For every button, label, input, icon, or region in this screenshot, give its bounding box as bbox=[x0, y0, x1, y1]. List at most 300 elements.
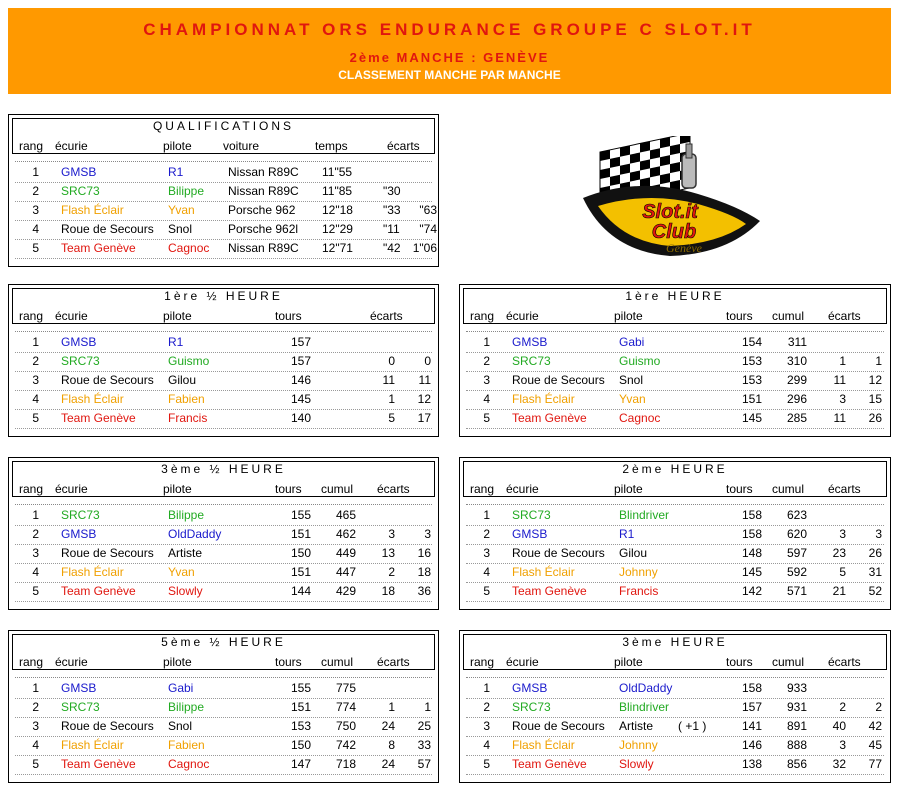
rank-cell: 2 bbox=[483, 527, 490, 541]
gap-cell: 24 bbox=[381, 719, 395, 733]
team-cell: GMSB bbox=[61, 335, 97, 349]
team-cell: SRC73 bbox=[61, 184, 100, 198]
rank-cell: 2 bbox=[32, 354, 39, 368]
cumul-cell: 296 bbox=[786, 392, 807, 406]
gap-cell: 23 bbox=[832, 546, 846, 560]
column-header: rang bbox=[19, 309, 44, 323]
laps-cell: 144 bbox=[290, 584, 311, 598]
rank-cell: 1 bbox=[32, 508, 39, 522]
row-divider bbox=[15, 601, 432, 602]
rank-cell: 1 bbox=[483, 335, 490, 349]
column-headers bbox=[13, 307, 434, 325]
column-header: écurie bbox=[506, 482, 539, 496]
panel-header-box bbox=[12, 118, 435, 154]
time-cell: 12"18 bbox=[322, 203, 353, 217]
column-header: rang bbox=[470, 655, 495, 669]
driver-cell: Artiste bbox=[168, 546, 203, 560]
laps-cell: 158 bbox=[741, 527, 762, 541]
laps-cell: 151 bbox=[741, 392, 762, 406]
title-banner bbox=[8, 8, 891, 94]
column-header: tours bbox=[726, 482, 753, 496]
column-header: écarts bbox=[828, 655, 861, 669]
table-row bbox=[466, 582, 884, 601]
team-cell: Team Genève bbox=[512, 584, 587, 598]
table-row bbox=[15, 333, 432, 352]
driver-cell: Snol bbox=[168, 719, 193, 733]
rank-cell: 4 bbox=[483, 738, 490, 752]
gap-cell: 2 bbox=[388, 565, 395, 579]
rank-cell: 3 bbox=[32, 546, 39, 560]
cumul-cell: 742 bbox=[335, 738, 356, 752]
rank-cell: 3 bbox=[32, 203, 39, 217]
team-cell: Roue de Secours bbox=[61, 222, 154, 236]
column-header: écarts bbox=[377, 655, 410, 669]
cumul-cell: 465 bbox=[335, 508, 356, 522]
header-separator bbox=[466, 331, 884, 332]
rank-cell: 2 bbox=[32, 527, 39, 541]
rank-cell: 3 bbox=[483, 546, 490, 560]
slotit-club-logo bbox=[578, 136, 763, 261]
row-divider bbox=[15, 774, 432, 775]
table-row bbox=[466, 333, 884, 352]
table-row bbox=[15, 736, 432, 755]
column-header: écurie bbox=[55, 655, 88, 669]
car-cell: Nissan R89C bbox=[228, 165, 299, 179]
driver-cell: Yvan bbox=[168, 565, 195, 579]
row-divider bbox=[466, 601, 884, 602]
gap-cell: 0 bbox=[388, 354, 395, 368]
results-panel-heat-5-half bbox=[8, 630, 439, 783]
column-headers bbox=[13, 480, 434, 498]
rank-cell: 3 bbox=[483, 373, 490, 387]
gap-cell: 11 bbox=[833, 373, 846, 387]
column-header: pilote bbox=[614, 482, 643, 496]
panel-title: 2ème HEURE bbox=[622, 462, 728, 476]
gap-total-cell: 25 bbox=[417, 719, 431, 733]
column-header: écarts bbox=[370, 309, 403, 323]
gap-cell: 32 bbox=[832, 757, 846, 771]
time-cell: 11"55 bbox=[322, 165, 353, 179]
rank-cell: 5 bbox=[483, 584, 490, 598]
rank-cell: 3 bbox=[32, 373, 39, 387]
driver-cell: Gabi bbox=[619, 335, 645, 349]
driver-cell: Bilippe bbox=[168, 184, 205, 198]
driver-cell: Gabi bbox=[168, 681, 194, 695]
laps-cell: 151 bbox=[290, 527, 311, 541]
row-divider bbox=[15, 428, 432, 429]
gap-cell: 13 bbox=[381, 546, 395, 560]
gap-cell: 11 bbox=[833, 411, 846, 425]
column-headers bbox=[13, 137, 434, 155]
laps-cell: 145 bbox=[741, 565, 762, 579]
team-cell: SRC73 bbox=[61, 700, 100, 714]
gap-total-cell: 26 bbox=[868, 546, 882, 560]
row-divider bbox=[466, 428, 884, 429]
cumul-cell: 718 bbox=[335, 757, 356, 771]
table-row bbox=[15, 563, 432, 582]
column-header: pilote bbox=[614, 655, 643, 669]
panel-header-box bbox=[463, 634, 887, 670]
column-header: temps bbox=[315, 139, 348, 153]
team-cell: Flash Éclair bbox=[61, 203, 124, 217]
column-header: voiture bbox=[223, 139, 260, 153]
header-separator bbox=[15, 677, 432, 678]
table-row bbox=[466, 679, 884, 698]
gap-total-cell: 3 bbox=[424, 527, 431, 541]
table-row bbox=[15, 582, 432, 601]
rank-cell: 5 bbox=[483, 757, 490, 771]
gap-cell: 3 bbox=[839, 738, 846, 752]
gap-cell: 18 bbox=[381, 584, 395, 598]
laps-cell: 145 bbox=[290, 392, 311, 406]
driver-cell: Fabien bbox=[168, 738, 205, 752]
panel-title: 3ème HEURE bbox=[622, 635, 728, 649]
team-cell: Roue de Secours bbox=[61, 719, 154, 733]
panel-header-box bbox=[463, 461, 887, 497]
table-row bbox=[15, 201, 437, 220]
gap-total-cell: 0 bbox=[424, 354, 431, 368]
rank-cell: 1 bbox=[32, 681, 39, 695]
cumul-cell: 571 bbox=[786, 584, 807, 598]
team-cell: Team Genève bbox=[512, 411, 587, 425]
table-row bbox=[15, 220, 437, 239]
gap-total-cell: 26 bbox=[868, 411, 882, 425]
cumul-cell: 462 bbox=[335, 527, 356, 541]
team-cell: Team Genève bbox=[61, 584, 136, 598]
gap-total-cell: 3 bbox=[875, 527, 882, 541]
column-headers bbox=[464, 653, 886, 671]
driver-cell: OldDaddy bbox=[619, 681, 673, 695]
panel-title: 3ème ½ HEURE bbox=[161, 462, 286, 476]
laps-cell: 155 bbox=[290, 508, 311, 522]
results-panel-heat-3-hour bbox=[459, 630, 891, 783]
column-header: rang bbox=[19, 655, 44, 669]
driver-cell: Johnny bbox=[619, 738, 658, 752]
cumul-cell: 856 bbox=[786, 757, 807, 771]
driver-cell: Cagnoc bbox=[619, 411, 661, 425]
column-header: écarts bbox=[828, 482, 861, 496]
table-row bbox=[15, 239, 437, 258]
team-cell: SRC73 bbox=[512, 354, 551, 368]
column-headers bbox=[464, 480, 886, 498]
rank-cell: 4 bbox=[32, 392, 39, 406]
driver-cell: Gilou bbox=[168, 373, 197, 387]
table-row bbox=[466, 506, 884, 525]
gap-total-cell: 42 bbox=[868, 719, 882, 733]
panel-header-box bbox=[12, 288, 435, 324]
column-header: tours bbox=[275, 482, 302, 496]
laps-cell: 158 bbox=[741, 681, 762, 695]
driver-cell: R1 bbox=[619, 527, 635, 541]
gap-cell: 11 bbox=[382, 373, 395, 387]
gap-total-cell: 12 bbox=[868, 373, 882, 387]
column-header: rang bbox=[470, 309, 495, 323]
cumul-cell: 310 bbox=[786, 354, 807, 368]
cumul-cell: 311 bbox=[787, 335, 807, 349]
laps-cell: 153 bbox=[741, 373, 762, 387]
results-panel-heat-1-half bbox=[8, 284, 439, 437]
cumul-cell: 429 bbox=[335, 584, 356, 598]
table-row bbox=[15, 544, 432, 563]
team-cell: SRC73 bbox=[61, 354, 100, 368]
team-cell: Roue de Secours bbox=[61, 373, 154, 387]
driver-cell: Yvan bbox=[619, 392, 646, 406]
laps-cell: 138 bbox=[741, 757, 762, 771]
rank-cell: 3 bbox=[32, 719, 39, 733]
header-separator bbox=[15, 331, 432, 332]
table-row bbox=[466, 717, 884, 736]
column-header: pilote bbox=[163, 482, 192, 496]
table-row bbox=[15, 390, 432, 409]
laps-cell: 157 bbox=[290, 354, 311, 368]
table-row bbox=[466, 390, 884, 409]
driver-cell: Fabien bbox=[168, 392, 205, 406]
driver-cell: Francis bbox=[619, 584, 659, 598]
team-cell: Team Genève bbox=[61, 241, 136, 255]
column-header: rang bbox=[19, 139, 44, 153]
laps-cell: 153 bbox=[290, 719, 311, 733]
driver-cell: Guismo bbox=[619, 354, 661, 368]
gap-cell: 24 bbox=[381, 757, 395, 771]
table-row bbox=[466, 698, 884, 717]
results-panel-heat-3-half bbox=[8, 457, 439, 610]
gap-cell: 1 bbox=[388, 392, 395, 406]
cumul-cell: 775 bbox=[335, 681, 356, 695]
panel-header-box bbox=[12, 461, 435, 497]
gap-cell: 8 bbox=[388, 738, 395, 752]
gap-cell: 21 bbox=[832, 584, 846, 598]
cumul-cell: 285 bbox=[786, 411, 807, 425]
gap-total-cell: 31 bbox=[868, 565, 882, 579]
driver-cell: Blindriver bbox=[619, 508, 670, 522]
column-header: écarts bbox=[377, 482, 410, 496]
panel-header-box bbox=[463, 288, 887, 324]
team-cell: Team Genève bbox=[512, 757, 587, 771]
table-row bbox=[15, 717, 432, 736]
team-cell: SRC73 bbox=[61, 508, 100, 522]
column-header: cumul bbox=[321, 655, 354, 669]
gap-cell: 3 bbox=[388, 527, 395, 541]
rank-cell: 4 bbox=[483, 565, 490, 579]
logo-text-club: Club bbox=[651, 221, 697, 243]
laps-cell: 151 bbox=[290, 565, 311, 579]
column-header: cumul bbox=[772, 482, 805, 496]
rank-cell: 5 bbox=[32, 411, 39, 425]
rank-cell: 4 bbox=[32, 222, 39, 236]
column-header: cumul bbox=[321, 482, 354, 496]
column-header: pilote bbox=[163, 309, 192, 323]
rank-cell: 5 bbox=[32, 757, 39, 771]
rank-cell: 5 bbox=[32, 241, 39, 255]
team-cell: Roue de Secours bbox=[512, 373, 605, 387]
table-row bbox=[466, 736, 884, 755]
logo-text-slotit: Slot.it bbox=[642, 201, 698, 223]
laps-cell: 147 bbox=[290, 757, 311, 771]
gap-total-cell: 17 bbox=[417, 411, 431, 425]
gap-total-cell: 33 bbox=[417, 738, 431, 752]
gap-total-cell: 57 bbox=[417, 757, 431, 771]
rank-cell: 1 bbox=[483, 508, 490, 522]
gap-cell: "33 bbox=[383, 203, 401, 217]
column-header: écurie bbox=[55, 482, 88, 496]
cumul-cell: 623 bbox=[786, 508, 807, 522]
rank-cell: 1 bbox=[32, 335, 39, 349]
laps-cell: 142 bbox=[741, 584, 762, 598]
gap-cell: 40 bbox=[832, 719, 846, 733]
gap-total-cell: 1 bbox=[875, 354, 882, 368]
round-subtitle: 2ème MANCHE : GENÈVE bbox=[349, 50, 550, 65]
driver-cell: Snol bbox=[168, 222, 193, 236]
gap-total-cell: 1 bbox=[424, 700, 431, 714]
laps-cell: 157 bbox=[290, 335, 311, 349]
results-panel-qualifications bbox=[8, 114, 439, 267]
logo-text-geneve: Genève bbox=[666, 241, 702, 255]
team-cell: GMSB bbox=[512, 681, 548, 695]
rank-cell: 1 bbox=[32, 165, 39, 179]
gap-total-cell: 77 bbox=[868, 757, 882, 771]
laps-cell: 155 bbox=[290, 681, 311, 695]
gap-total-cell: 11 bbox=[418, 373, 431, 387]
gap-cell: 5 bbox=[388, 411, 395, 425]
laps-cell: 145 bbox=[741, 411, 762, 425]
panel-title: 1ère ½ HEURE bbox=[164, 289, 283, 303]
team-cell: GMSB bbox=[512, 335, 548, 349]
driver-cell: Cagnoc bbox=[168, 757, 210, 771]
gap-total-cell: "74 bbox=[419, 222, 437, 236]
team-cell: GMSB bbox=[61, 527, 97, 541]
header-separator bbox=[15, 504, 432, 505]
rank-cell: 2 bbox=[483, 700, 490, 714]
laps-cell: 141 bbox=[741, 719, 762, 733]
driver-cell: Yvan bbox=[168, 203, 195, 217]
team-cell: Flash Éclair bbox=[61, 565, 124, 579]
gap-total-cell: 1"06 bbox=[412, 241, 437, 255]
rank-cell: 4 bbox=[32, 565, 39, 579]
table-row bbox=[466, 525, 884, 544]
column-header: cumul bbox=[772, 655, 805, 669]
column-header: rang bbox=[470, 482, 495, 496]
table-row bbox=[15, 679, 432, 698]
cumul-cell: 299 bbox=[786, 373, 807, 387]
rank-cell: 2 bbox=[32, 700, 39, 714]
column-header: cumul bbox=[772, 309, 805, 323]
car-cell: Nissan R89C bbox=[228, 241, 299, 255]
table-row bbox=[466, 352, 884, 371]
gap-total-cell: 2 bbox=[875, 700, 882, 714]
laps-cell: 151 bbox=[290, 700, 311, 714]
gap-total-cell: "63 bbox=[419, 203, 437, 217]
gap-cell: 3 bbox=[839, 527, 846, 541]
gap-cell: 5 bbox=[839, 565, 846, 579]
column-header: rang bbox=[19, 482, 44, 496]
table-row bbox=[466, 409, 884, 428]
driver-cell: Johnny bbox=[619, 565, 658, 579]
driver-cell: Francis bbox=[168, 411, 208, 425]
laps-cell: 150 bbox=[290, 546, 311, 560]
team-cell: Roue de Secours bbox=[61, 546, 154, 560]
rank-cell: 2 bbox=[32, 184, 39, 198]
row-divider bbox=[15, 258, 432, 259]
cumul-cell: 931 bbox=[786, 700, 807, 714]
laps-cell: 153 bbox=[741, 354, 762, 368]
car-cell: Porsche 962l bbox=[228, 222, 299, 236]
table-row bbox=[466, 544, 884, 563]
gap-cell: 3 bbox=[839, 392, 846, 406]
cumul-cell: 447 bbox=[335, 565, 356, 579]
cumul-cell: 774 bbox=[335, 700, 356, 714]
cumul-cell: 592 bbox=[786, 565, 807, 579]
car-cell: Nissan R89C bbox=[228, 184, 299, 198]
championship-title: CHAMPIONNAT ORS ENDURANCE GROUPE C SLOT.IT bbox=[143, 20, 756, 39]
laps-cell: 148 bbox=[741, 546, 762, 560]
team-cell: Flash Éclair bbox=[512, 392, 575, 406]
rank-cell: 5 bbox=[32, 584, 39, 598]
laps-cell: 150 bbox=[290, 738, 311, 752]
table-row bbox=[15, 755, 432, 774]
team-cell: GMSB bbox=[512, 527, 548, 541]
team-cell: Flash Éclair bbox=[512, 738, 575, 752]
column-header: tours bbox=[275, 309, 302, 323]
cumul-cell: 750 bbox=[335, 719, 356, 733]
cumul-cell: 891 bbox=[786, 719, 807, 733]
team-cell: Roue de Secours bbox=[512, 546, 605, 560]
driver-cell: OldDaddy bbox=[168, 527, 222, 541]
table-row bbox=[15, 506, 432, 525]
column-header: écurie bbox=[506, 309, 539, 323]
driver-cell: Cagnoc bbox=[168, 241, 210, 255]
team-cell: Flash Éclair bbox=[61, 738, 124, 752]
table-row bbox=[15, 371, 432, 390]
rank-cell: 1 bbox=[483, 681, 490, 695]
gap-total-cell: 12 bbox=[417, 392, 431, 406]
table-row bbox=[15, 409, 432, 428]
team-cell: SRC73 bbox=[512, 508, 551, 522]
table-row bbox=[15, 525, 432, 544]
header-separator bbox=[466, 677, 884, 678]
driver-cell: Bilippe bbox=[168, 700, 205, 714]
column-headers bbox=[464, 307, 886, 325]
laps-cell: 158 bbox=[741, 508, 762, 522]
team-cell: GMSB bbox=[61, 681, 97, 695]
rank-cell: 4 bbox=[483, 392, 490, 406]
gap-total-cell: 15 bbox=[868, 392, 882, 406]
laps-cell: 146 bbox=[290, 373, 311, 387]
column-header: écarts bbox=[387, 139, 420, 153]
results-panel-heat-1-hour bbox=[459, 284, 891, 437]
rank-cell: 3 bbox=[483, 719, 490, 733]
panel-title: 5ème ½ HEURE bbox=[161, 635, 286, 649]
row-divider bbox=[466, 774, 884, 775]
table-row bbox=[466, 371, 884, 390]
gap-cell: "11 bbox=[383, 222, 400, 236]
driver-cell: Gilou bbox=[619, 546, 648, 560]
laps-cell: 140 bbox=[290, 411, 311, 425]
driver-cell: Blindriver bbox=[619, 700, 670, 714]
column-header: écarts bbox=[828, 309, 861, 323]
driver-cell: Bilippe bbox=[168, 508, 205, 522]
laps-cell: 146 bbox=[741, 738, 762, 752]
gap-cell: "30 bbox=[383, 184, 401, 198]
column-header: pilote bbox=[614, 309, 643, 323]
driver-cell: R1 bbox=[168, 335, 184, 349]
gap-total-cell: 45 bbox=[868, 738, 882, 752]
panel-title: 1ère HEURE bbox=[625, 289, 725, 303]
table-row bbox=[466, 563, 884, 582]
car-cell: Porsche 962 bbox=[228, 203, 296, 217]
driver-cell: Snol bbox=[619, 373, 644, 387]
column-header: écurie bbox=[55, 309, 88, 323]
table-row bbox=[15, 352, 432, 371]
